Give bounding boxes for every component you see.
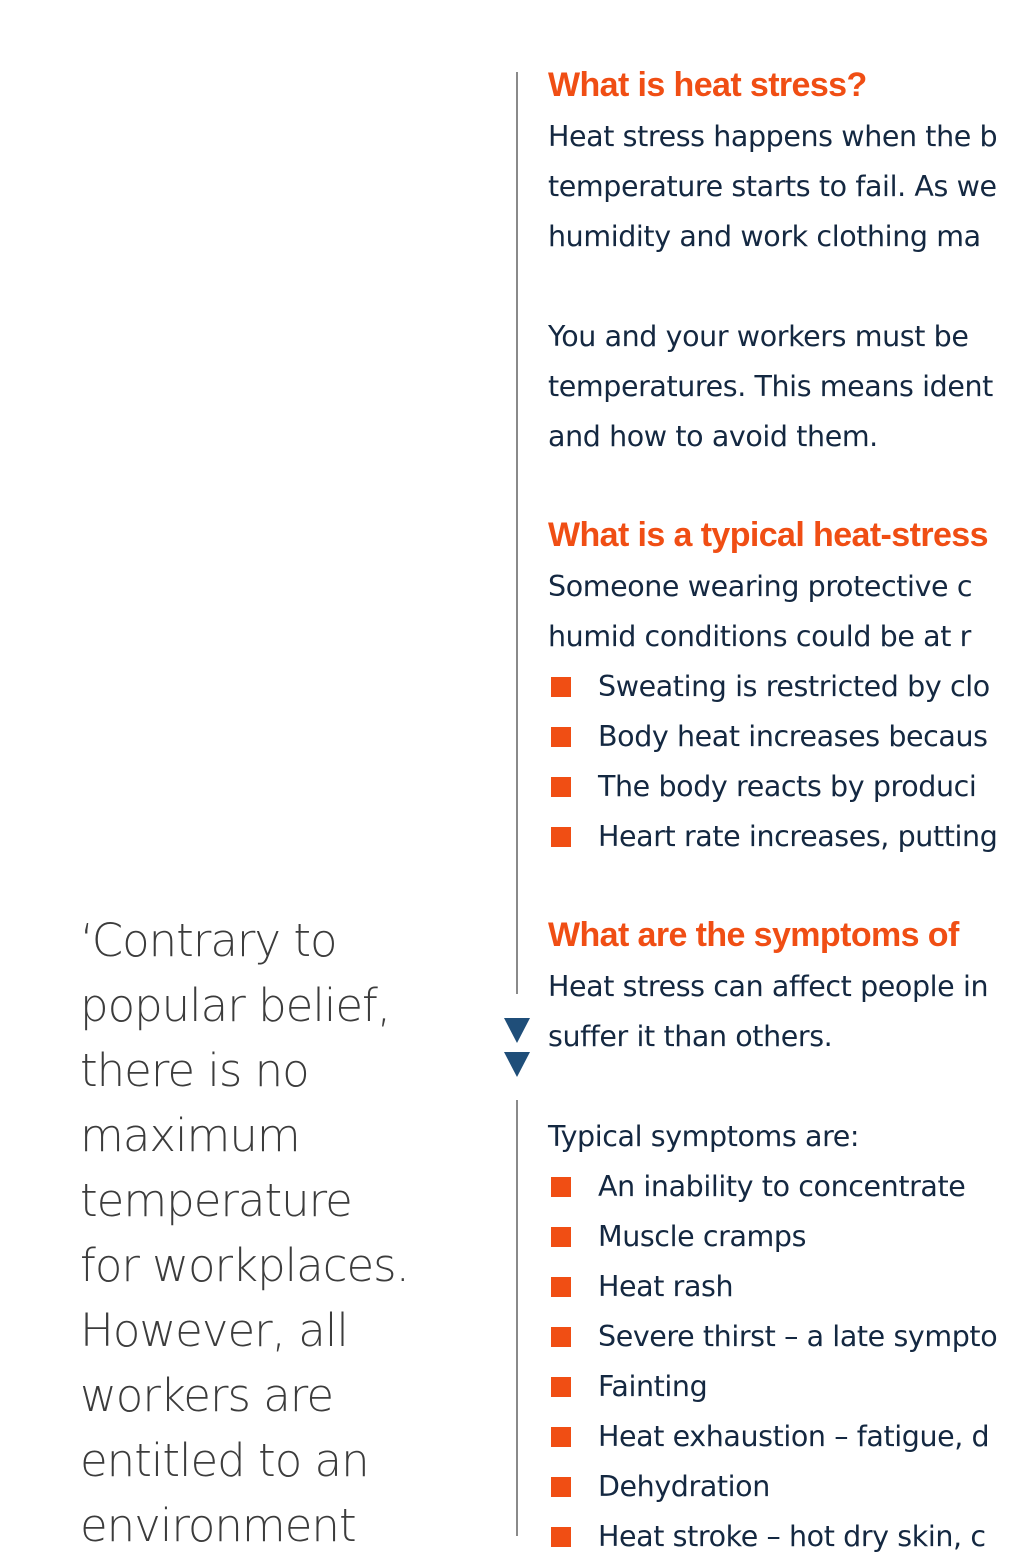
list-item (548, 712, 997, 762)
bullet-square-icon (551, 727, 571, 747)
paragraph-line: humidity and work clothing ma (548, 220, 981, 253)
symptoms-bullet-list (548, 1162, 997, 1562)
list-item (548, 1212, 997, 1262)
list-item (548, 1362, 997, 1412)
list-item-text: Heat rash (598, 1270, 734, 1303)
list-item-text: An inability to concentrate (598, 1170, 966, 1203)
paragraph-line: You and your workers must be (548, 320, 969, 353)
pull-quote-line: popular belief, (80, 979, 391, 1032)
paragraph-line: humid conditions could be at r (548, 620, 971, 653)
list-item-text: Dehydration (598, 1470, 770, 1503)
heading-what-is-heat-stress: What is heat stress? (548, 66, 867, 104)
paragraph-line: Heat stress happens when the b (548, 120, 998, 153)
paragraph-line: suffer it than others. (548, 1020, 833, 1053)
bullet-square-icon (551, 677, 571, 697)
main-column (548, 0, 1024, 1553)
pull-quote-line: environment (80, 1499, 356, 1552)
pull-quote (80, 908, 440, 1558)
paragraph-line: Heat stress can affect people in (548, 970, 989, 1003)
list-item (548, 1462, 997, 1512)
bullet-square-icon (551, 1277, 571, 1297)
pull-quote-line: entitled to an (80, 1434, 369, 1487)
double-down-arrow-icon (501, 1016, 533, 1082)
bullet-square-icon (551, 1477, 571, 1497)
pull-quote-line: workers are (80, 1369, 334, 1422)
list-item (548, 1262, 997, 1312)
list-item-text: Heat stroke – hot dry skin, c (598, 1520, 986, 1553)
column-divider-bottom (516, 1100, 518, 1536)
heading-typical-heat-stress: What is a typical heat-stress (548, 516, 988, 554)
symptoms-list-intro (548, 1112, 859, 1162)
paragraph-typical-case (548, 562, 972, 662)
bullet-square-icon (551, 777, 571, 797)
list-item-text: Heart rate increases, putting (598, 820, 998, 853)
paragraph-line: Someone wearing protective c (548, 570, 973, 603)
bullet-square-icon (551, 1327, 571, 1347)
bullet-square-icon (551, 1427, 571, 1447)
bullet-square-icon (551, 1227, 571, 1247)
list-item-text: Muscle cramps (598, 1220, 807, 1253)
list-item-text: Severe thirst – a late sympto (598, 1320, 998, 1353)
paragraph-line: temperatures. This means ident (548, 370, 993, 403)
list-item (548, 762, 997, 812)
pull-quote-line: However, all (80, 1304, 348, 1357)
paragraph-line: Typical symptoms are: (548, 1120, 860, 1153)
list-item (548, 1312, 997, 1362)
list-item (548, 662, 997, 712)
list-item-text: Sweating is restricted by clo (598, 670, 990, 703)
bullet-square-icon (551, 1377, 571, 1397)
pull-quote-line: for workplaces. (80, 1239, 409, 1292)
paragraph-heat-stress-definition (548, 112, 997, 262)
paragraph-worker-awareness (548, 312, 993, 462)
list-item (548, 1412, 997, 1462)
list-item (548, 1162, 997, 1212)
list-item-text: Body heat increases becaus (598, 720, 988, 753)
pull-quote-line: maximum (80, 1109, 300, 1162)
pull-quote-line: there is no (80, 1044, 309, 1097)
list-item (548, 1512, 997, 1562)
list-item-text: Heat exhaustion – fatigue, d (598, 1420, 990, 1453)
column-divider-top (516, 72, 518, 994)
pull-quote-line: ‘Contrary to (80, 914, 337, 967)
paragraph-line: and how to avoid them. (548, 420, 878, 453)
list-item (548, 812, 997, 862)
bullet-square-icon (551, 827, 571, 847)
heading-symptoms: What are the symptoms of (548, 916, 959, 954)
paragraph-symptoms-intro (548, 962, 988, 1062)
typical-bullet-list (548, 662, 997, 862)
bullet-square-icon (551, 1527, 571, 1547)
bullet-square-icon (551, 1177, 571, 1197)
pull-quote-line: temperature (80, 1174, 352, 1227)
list-item-text: The body reacts by produci (598, 770, 977, 803)
paragraph-line: temperature starts to fail. As we (548, 170, 997, 203)
list-item-text: Fainting (598, 1370, 708, 1403)
